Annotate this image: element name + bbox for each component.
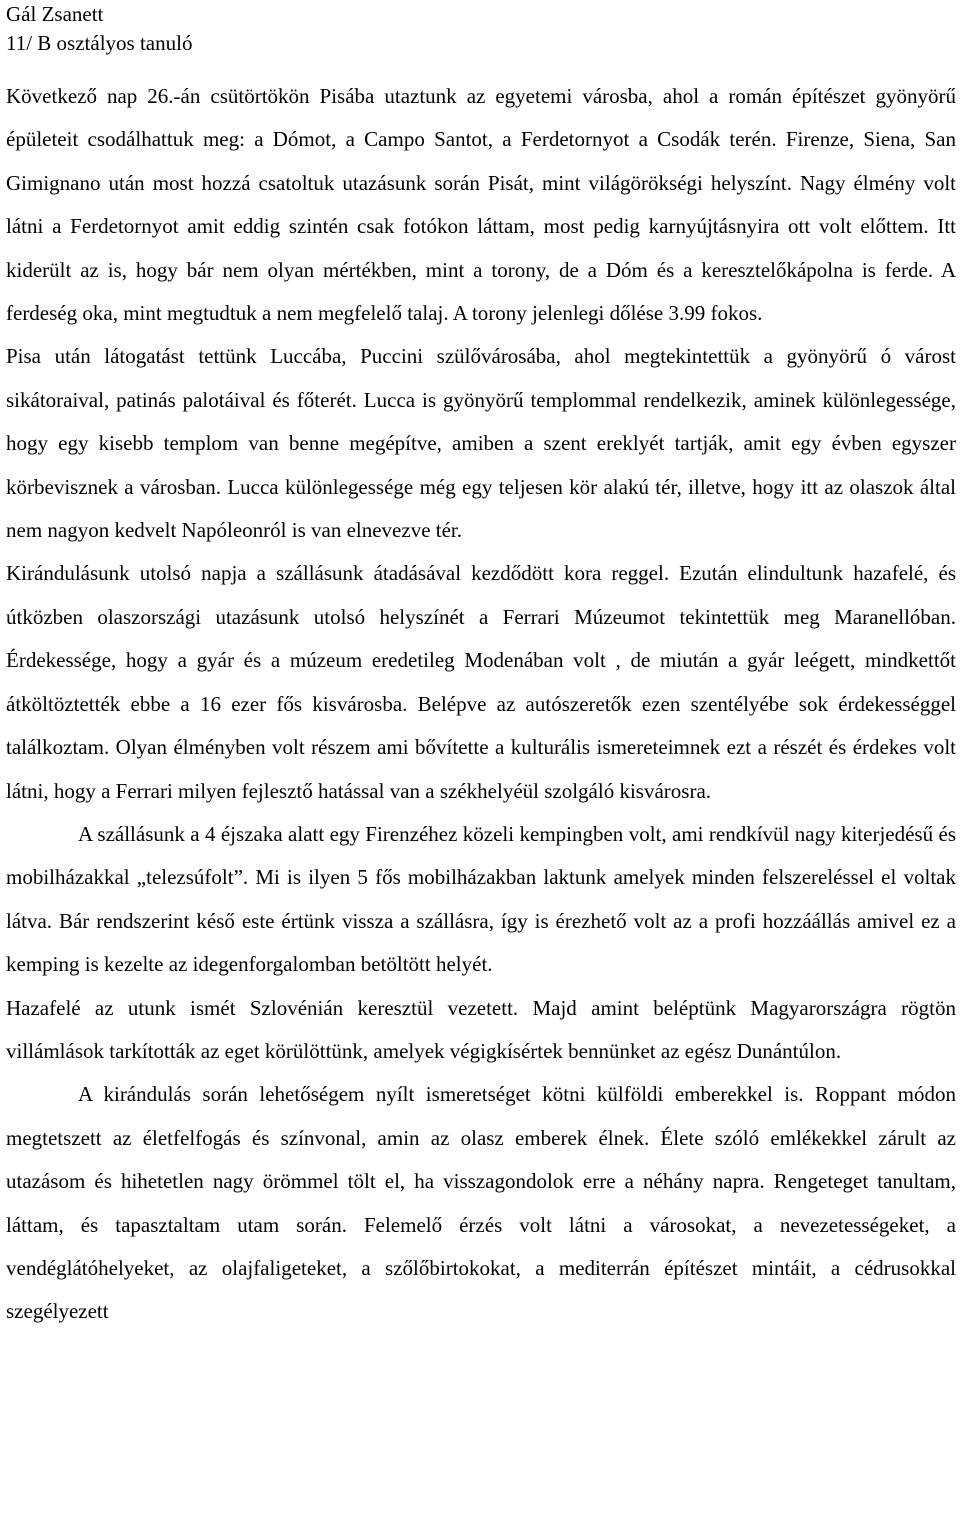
author-class: 11/ B osztályos tanuló (6, 31, 193, 55)
paragraph-pisa: Következő nap 26.-án csütörtökön Pisába utaztunk az egyetemi városba, ahol a román építészet gyönyörű épületeit csodálhattuk meg: a Dómot, a Campo Santot, a Ferdetornyot a Csodák terén. Firenze, Siena, San Gimignano után most hozzá csatoltuk utazásunk során Pisát, mint világörökségi helyszínt. Nagy élmény volt látni a Ferdetornyot amit eddig szintén csak fotókon láttam, most pedig karnyújtásnyira ott volt előttem. Itt kiderült az is, hogy bár nem olyan mértékben, mint a torony, de a Dóm és a keresztelőkápolna is ferde. A ferdeség oka, mint megtudtuk a nem megfelelő talaj. A torony jelenlegi dőlése 3.99 fokos. (6, 84, 956, 326)
paragraph-accommodation: A szállásunk a 4 éjszaka alatt egy Firenzéhez közeli kempingben volt, ami rendkívül nagy kiterjedésű és mobilházakkal „telezsúfolt”. Mi is ilyen 5 fős mobilházakban laktunk amelyek minden felszereléssel el voltak látva. Bár rendszerint késő este értünk vissza a szállásra, így is érezhető volt az a profi hozzáállás amivel ez a kemping is kezelte az idegenforgalomban betöltött helyét. (6, 821, 956, 977)
document-page (6, 0, 956, 1334)
paragraph-homeward: Hazafelé az utunk ismét Szlovénián keresztül vezetett. Majd amint beléptünk Magyarországra rögtön villámlások tarkították az eget körülöttünk, amelyek végigkísértek bennünket az egész Dunántúlon. (6, 995, 956, 1063)
paragraph-lucca: Pisa után látogatást tettünk Luccába, Puccini szülővárosába, ahol megtekintettük a gyönyörű ó várost sikátoraival, patinás palotáival és főterét. Lucca is gyönyörű templommal rendelkezik, aminek különlegessége, hogy egy kisebb templom van benne megépítve, amiben a szent ereklyét tartják, amit egy évben egyszer körbevisznek a városban. Lucca különlegessége még egy teljesen kör alakú tér, illetve, hogy itt az olaszok által nem nagyon kedvelt Napóleonról is van elnevezve tér. (6, 344, 956, 543)
paragraph-ferrari: Kirándulásunk utolsó napja a szállásunk átadásával kezdődött kora reggel. Ezután elindultunk hazafelé, és útközben olaszországi utazásunk utolsó helyszínét a Ferrari Múzeumot tekintettük meg Maranellóban. Érdekessége, hogy a gyár és a múzeum eredetileg Modenában volt , de miután a gyár leégett, mindkettőt átköltöztették ebbe a 16 ezer fős kisvárosba. Belépve az autószeretők ezen szentélyébe sok érdekességgel találkoztam. Olyan élményben volt részem ami bővítette a kulturális ismereteimnek ezt a részét és érdekes volt látni, hogy a Ferrari milyen fejlesztő hatással van a székhelyéül szolgáló kisvárosra. (6, 561, 956, 803)
paragraph-reflection: A kirándulás során lehetőségem nyílt ismeretséget kötni külföldi emberekkel is. Roppant módon megtetszett az életfelfogás és színvonal, amin az olasz emberek élnek. Élete szóló emlékekkel zárult az utazásom és hihetetlen nagy örömmel tölt el, ha visszagondolok erre a néhány napra. Rengeteget tanultam, láttam, és tapasztaltam utam során. Felemelő érzés volt látni a városokat, a nevezetességeket, a vendéglátóhelyeket, az olajfaligeteket, a szőlőbirtokokat, a mediterrán építészet mintáit, a cédrusokkal szegélyezett (6, 1082, 956, 1324)
author-block (6, 0, 956, 58)
spacer (6, 58, 956, 75)
author-name: Gál Zsanett (6, 2, 104, 26)
